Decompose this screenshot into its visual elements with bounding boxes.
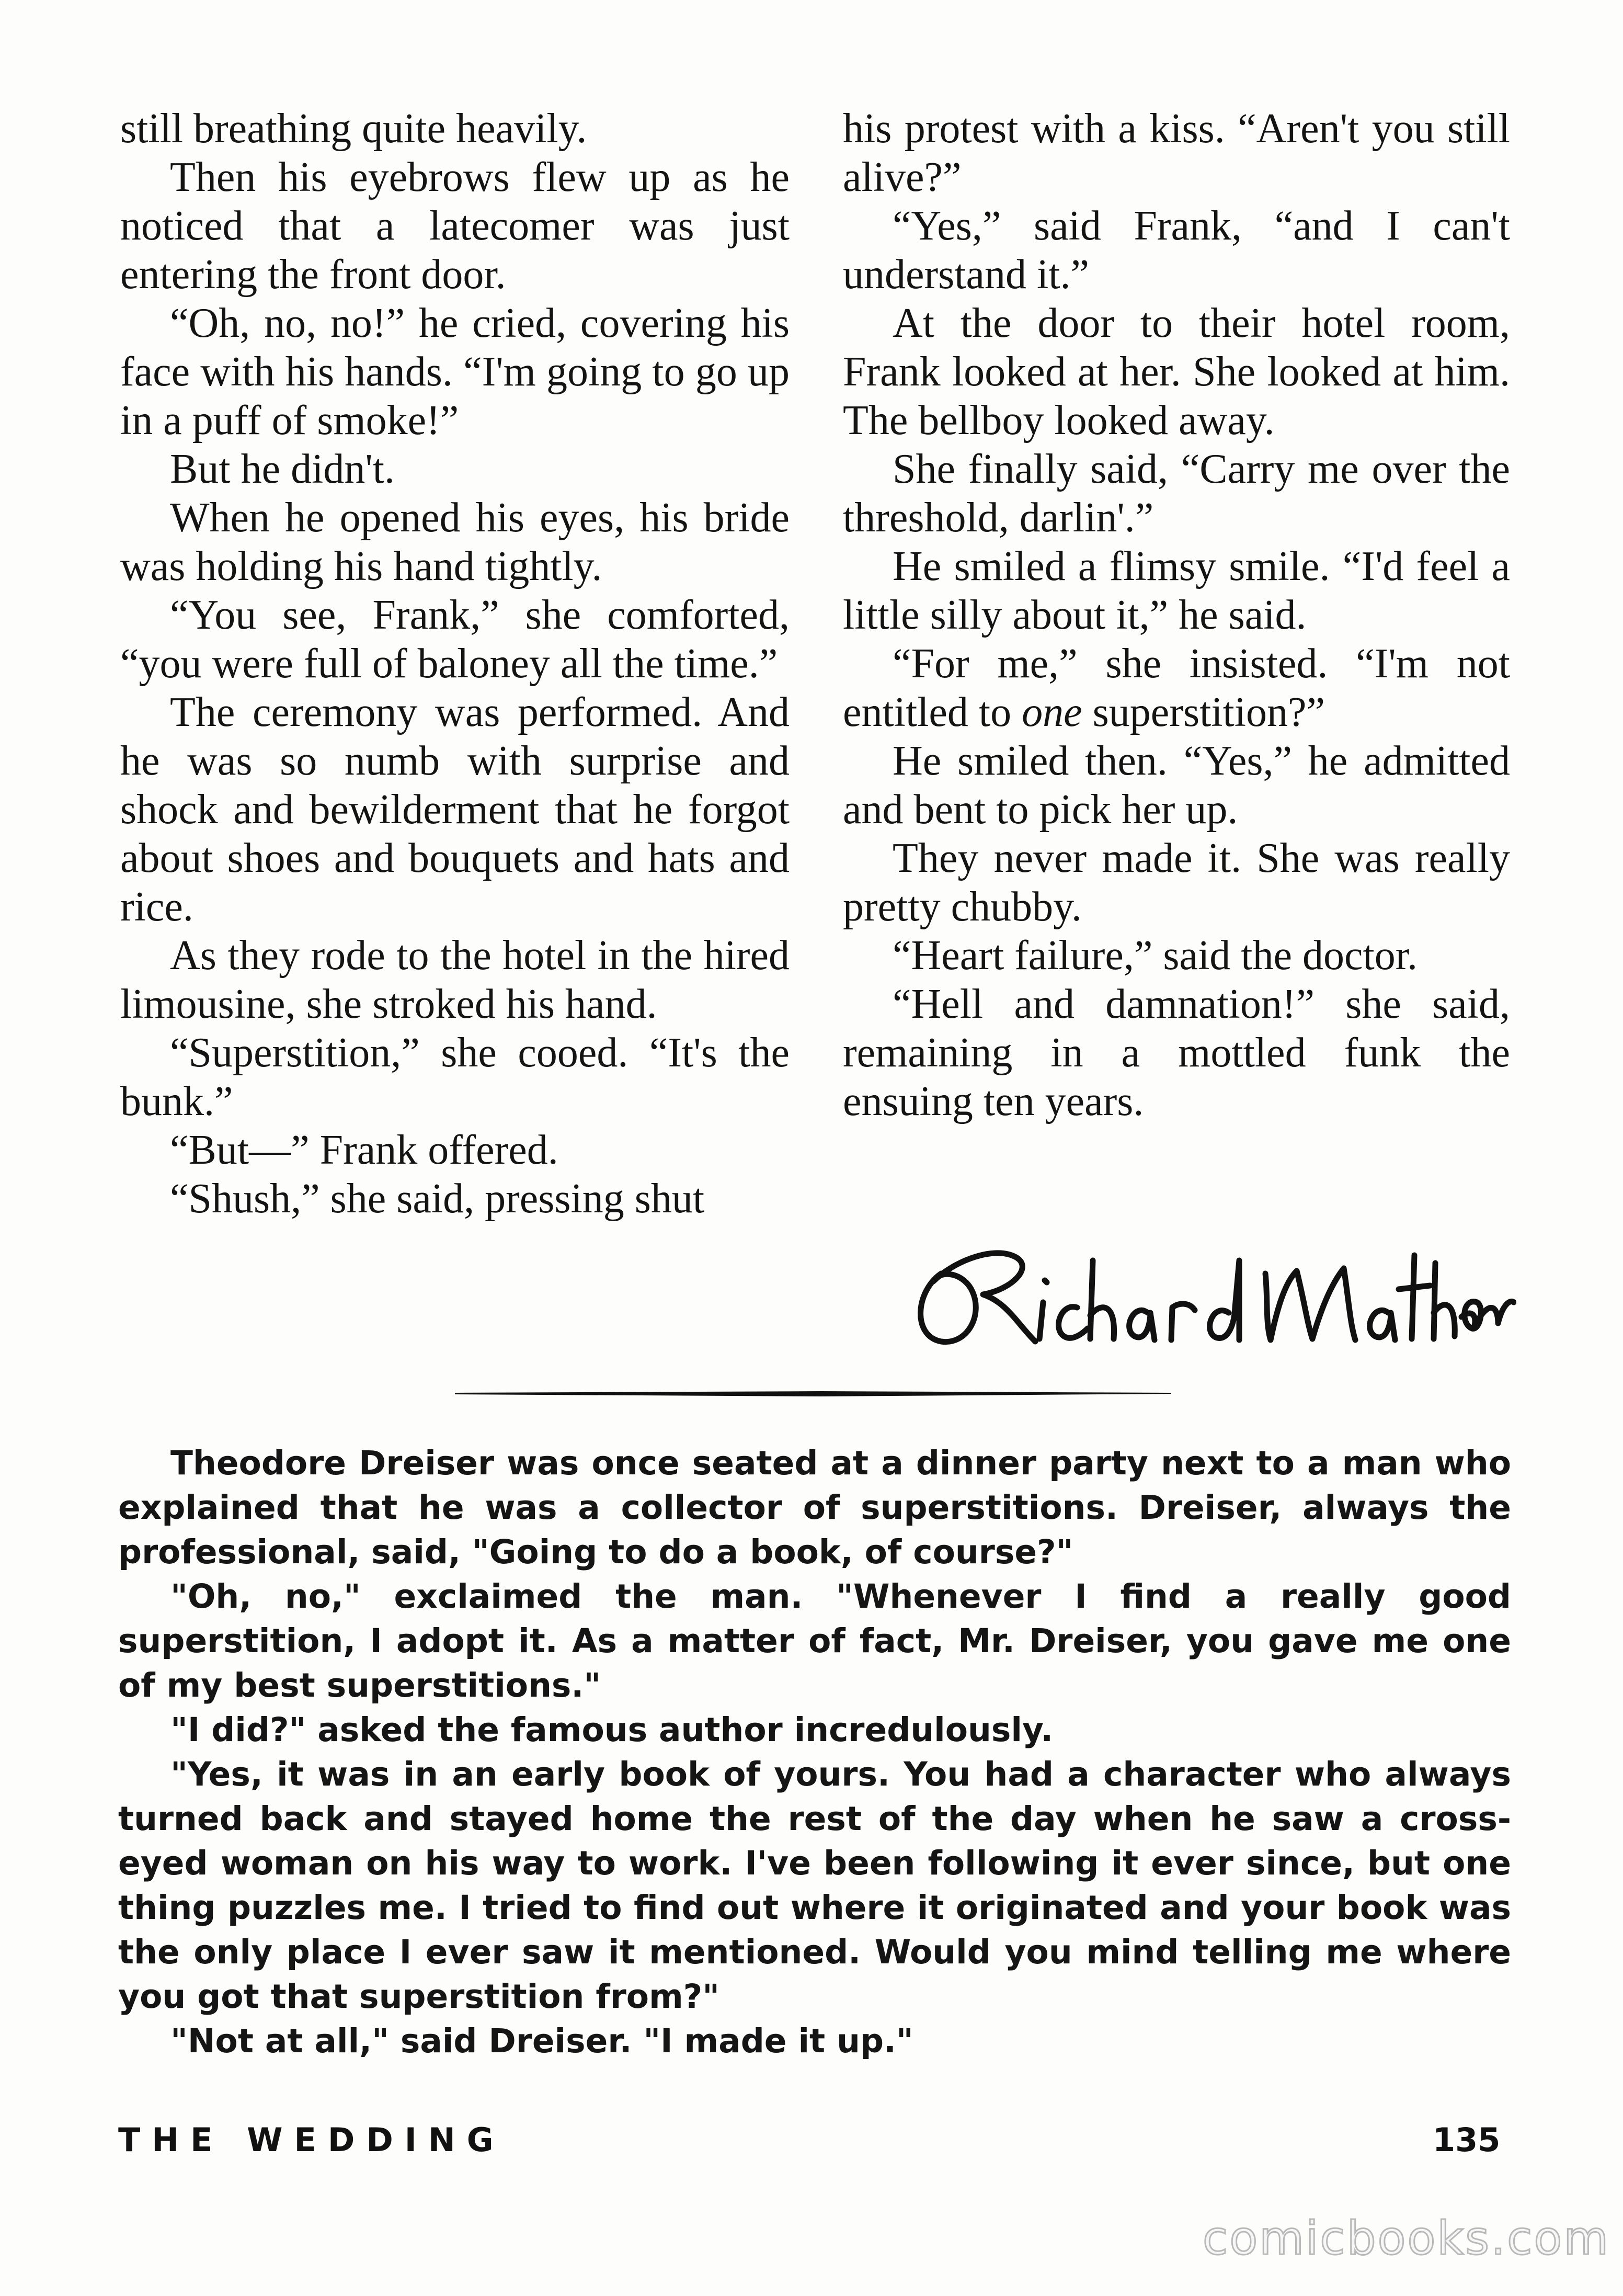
story-paragraph: But he didn't. bbox=[170, 446, 395, 492]
story-left-column bbox=[120, 105, 790, 1223]
story-paragraph: He smiled a flimsy smile. “I'd feel a little silly about it,” he said. bbox=[843, 543, 1510, 638]
section-divider-rule bbox=[455, 1391, 1171, 1396]
anecdote-paragraph: Theodore Dreiser was once seated at a dinner party next to a man who explained that he was a collector of superstitions. Dreiser, always the professional, said, "Going to do a book, of course?" bbox=[118, 1444, 1511, 1571]
story-paragraph: “Hell and damnation!” she said, remaining in a mottled funk the ensuing ten years. bbox=[843, 981, 1510, 1124]
story-paragraph: “Heart failure,” said the doctor. bbox=[893, 933, 1418, 979]
story-paragraph: Then his eyebrows flew up as he noticed that a latecomer was just entering the front door. bbox=[120, 154, 790, 298]
story-paragraph: As they rode to the hotel in the hired limousine, she stroked his hand. bbox=[120, 933, 790, 1027]
story-paragraph: She finally said, “Carry me over the threshold, darlin'.” bbox=[843, 446, 1510, 541]
story-paragraph: “You see, Frank,” she comforted, “you were full of baloney all the time.” bbox=[120, 592, 790, 687]
page-number: 135 bbox=[1433, 2121, 1501, 2159]
anecdote-paragraph: "Yes, it was in an early book of yours. You had a character who always turned back and stayed home the rest of the day when he saw a cross-eyed woman on his way to work. I've been following it ever since, but one thing puzzles me. I tried to find out where it originated and your book was the only place I ever saw it mentioned. Would you mind telling me where you got that superstition from?" bbox=[118, 1755, 1511, 2016]
story-paragraph: The ceremony was performed. And he was so numb with surprise and shock and bewilderment that he forgot about shoes and bouquets and hats and rice. bbox=[120, 689, 790, 930]
site-watermark: comicbooks.com bbox=[1203, 2211, 1610, 2265]
story-paragraph: He smiled then. “Yes,” he admitted and bent to pick her up. bbox=[843, 738, 1510, 833]
story-paragraph: At the door to their hotel room, Frank looked at her. She looked at him. The bellboy looked away. bbox=[843, 300, 1510, 444]
story-right-column bbox=[843, 105, 1510, 1126]
running-footer-title: THE WEDDING bbox=[118, 2121, 505, 2159]
dreiser-anecdote bbox=[118, 1441, 1511, 2063]
author-signature bbox=[905, 1224, 1516, 1365]
anecdote-paragraph: "I did?" asked the famous author incredulously. bbox=[170, 1711, 1054, 1749]
story-text: superstition?” bbox=[1082, 689, 1325, 735]
anecdote-paragraph: "Oh, no," exclaimed the man. "Whenever I find a really good superstition, I adopt it. As a matter of fact, Mr. Dreiser, you gave me one of my best superstitions." bbox=[118, 1577, 1511, 1704]
story-paragraph: his protest with a kiss. “Aren't you still alive?” bbox=[843, 106, 1510, 200]
story-paragraph: “But—” Frank offered. bbox=[170, 1127, 558, 1173]
story-paragraph: “Oh, no, no!” he cried, covering his face with his hands. “I'm going to go up in a puff of smoke!” bbox=[120, 300, 790, 444]
story-paragraph-with-emphasis bbox=[843, 640, 1510, 737]
story-paragraph: still breathing quite heavily. bbox=[120, 106, 587, 152]
story-paragraph: “Yes,” said Frank, “and I can't understand it.” bbox=[843, 203, 1510, 298]
story-paragraph: “Shush,” she said, pressing shut bbox=[170, 1176, 705, 1222]
story-paragraph: When he opened his eyes, his bride was holding his hand tightly. bbox=[120, 495, 790, 589]
emphasized-word: one bbox=[1022, 689, 1082, 735]
story-paragraph: “Superstition,” she cooed. “It's the bunk.” bbox=[120, 1030, 790, 1124]
anecdote-paragraph: "Not at all," said Dreiser. "I made it up." bbox=[170, 2022, 913, 2060]
story-text: “For me,” she insisted. “I'm not entitled to bbox=[843, 641, 1510, 735]
story-paragraph: They never made it. She was really pretty chubby. bbox=[843, 835, 1510, 930]
